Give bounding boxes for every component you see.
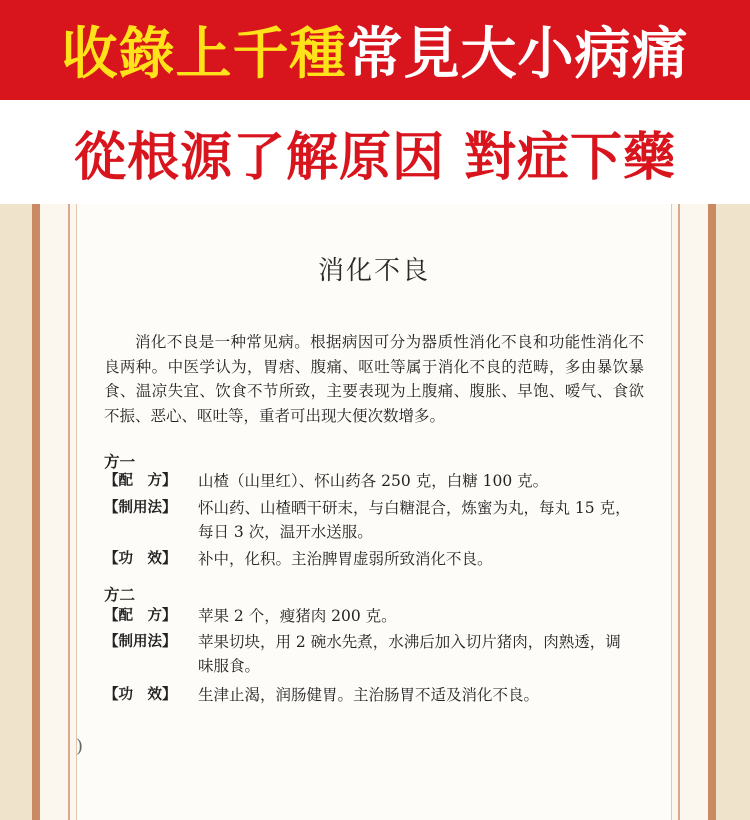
recipe-1-formula: 山楂（山里红）、怀山药各 250 克，白糖 100 克。 bbox=[198, 472, 549, 490]
recipe-1-effect: 补中，化积。主治脾胃虚弱所致消化不良。 bbox=[198, 550, 493, 568]
page-title: 消化不良 bbox=[317, 256, 430, 286]
recipe-2-formula-label: 【配 方】 bbox=[104, 608, 177, 624]
recipe-1-method-line1: 怀山药、山楂晒干研末，与白糖混合，炼蜜为丸，每丸 15 克， bbox=[198, 499, 631, 517]
recipe-2-title: 方二 bbox=[104, 586, 136, 604]
recipe-2-effect-row bbox=[104, 683, 644, 707]
recipe-2-effect: 生津止渴，润肠健胃。主治肠胃不适及消化不良。 bbox=[198, 686, 540, 704]
recipe-2-method-line2: 味服食。 bbox=[198, 657, 261, 675]
recipe-2-method-row bbox=[104, 630, 644, 678]
recipe-1-formula-label: 【配 方】 bbox=[104, 473, 177, 489]
top-banner bbox=[0, 0, 750, 100]
top-banner-title bbox=[62, 10, 689, 90]
recipe-2-method bbox=[198, 630, 644, 678]
recipe-2-formula: 苹果 2 个，瘦猪肉 200 克。 bbox=[198, 607, 397, 625]
recipe-1-method-row bbox=[104, 496, 644, 544]
sub-banner bbox=[0, 100, 750, 204]
top-banner-yellow-text: 收錄上千種 bbox=[61, 22, 347, 87]
recipe-1-formula-row bbox=[104, 469, 644, 493]
intro-paragraph: 消化不良是一种常见病。根据病因可分为器质性消化不良和功能性消化不良两种。中医学认为，胃痞、腹痛、呕吐等属于消化不良的范畴，多由暴饮暴食、温凉失宜、饮食不节所致，主要表现为上腹痛、腹胀、早饱、嗳气、食欲不振、恶心、呕吐等，重者可出现大便次数增多。 bbox=[104, 333, 644, 425]
recipe-1-method-line2: 每日 3 次，温开水送服。 bbox=[198, 523, 373, 541]
recipe-1-method bbox=[198, 496, 644, 544]
recipe-1-title: 方一 bbox=[104, 453, 136, 471]
recipe-2-method-label: 【制用法】 bbox=[104, 634, 177, 650]
recipe-2-method-line1: 苹果切块，用 2 碗水先煮，水沸后加入切片猪肉，肉熟透，调 bbox=[198, 633, 621, 651]
recipe-2-formula-row bbox=[104, 604, 644, 628]
page-corner-mark: ) bbox=[76, 736, 84, 757]
recipe-2-effect-label: 【功 效】 bbox=[104, 687, 177, 703]
recipe-1-effect-label: 【功 效】 bbox=[104, 551, 177, 567]
recipe-1-method-label: 【制用法】 bbox=[104, 500, 177, 516]
recipe-1-effect-row bbox=[104, 547, 644, 571]
sub-banner-text: 從根源了解原因 對症下藥 bbox=[73, 127, 677, 188]
top-banner-white-text: 常見大小病痛 bbox=[346, 22, 689, 87]
